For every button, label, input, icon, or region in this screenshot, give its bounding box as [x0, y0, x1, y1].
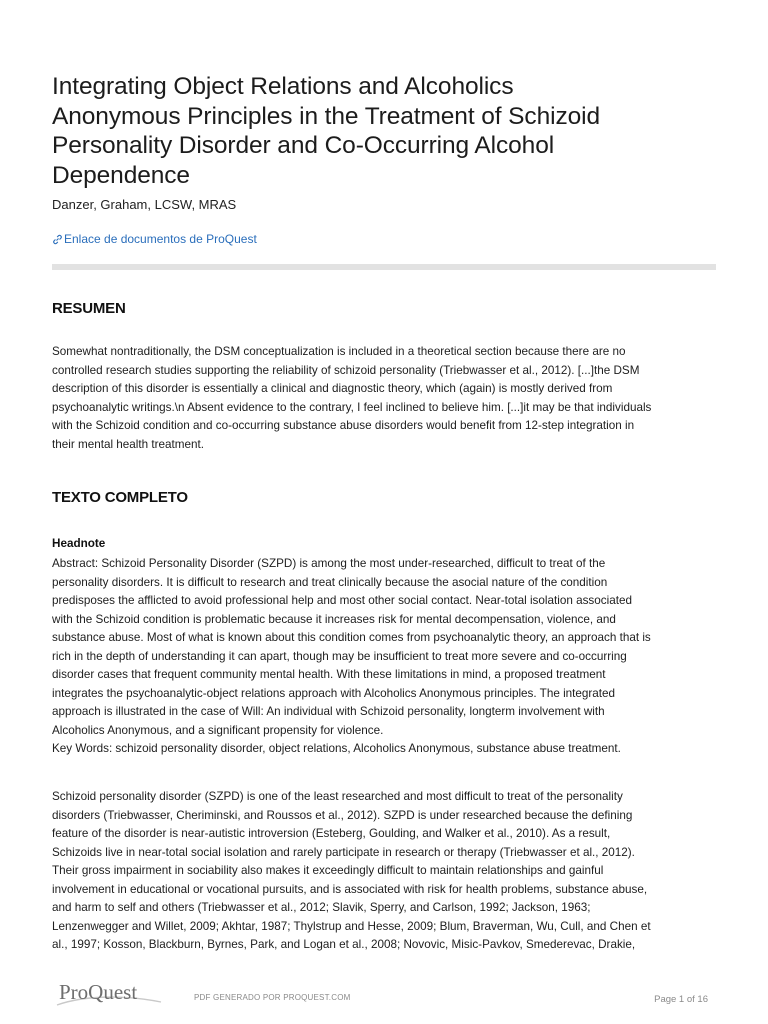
text-line: Alcoholics Anonymous, and a significant propensity for violence. [52, 723, 384, 737]
text-line: Schizoids live in near-total social isolation and rarely participate in research or therapy (Triebwasser et al., 2012). [52, 845, 635, 859]
proquest-document-link[interactable] [52, 232, 716, 246]
text-line: description of this disorder is essentially a clinical and diagnostic theory, which (again) is mostly derived from [52, 382, 613, 395]
link-icon [52, 234, 63, 245]
text-line: Schizoid personality disorder (SZPD) is one of the least researched and most difficult to treat of the personality [52, 790, 623, 803]
text-line: psychoanalytic writings.\n Absent evidence to the contrary, I feel inclined to believe him. [...]it may be that individuals [52, 400, 652, 414]
generated-by-text: PDF GENERADO POR PROQUEST.COM [194, 993, 351, 1002]
headnote-heading: Headnote [52, 537, 106, 550]
text-line: feature of the disorder is near-autistic introversion (Esteberg, Goulding, and Walker et al., 2010). As a result, [52, 827, 611, 840]
text-line: controlled research studies supporting the reliability of schizoid personality (Triebwasser et al., 2012). [...]the DSM [52, 363, 640, 377]
text-line: personality disorders. It is difficult to research and treat clinically because the asocial nature of the condition [52, 575, 608, 589]
text-line: al., 1997; Kosson, Blackburn, Byrnes, Park, and Logan et al., 2008; Novovic, Misic-Pavkov, Smederevac, Drakie, [52, 938, 636, 951]
text-line: Their gross impairment in sociability also makes it exceedingly difficult to maintain relationships and gainful [52, 864, 604, 877]
logo-text: ProQuest [59, 980, 138, 1004]
title-line: Integrating Object Relations and Alcoholics [52, 73, 514, 100]
text-line: disorder cases that frequent community mental health. With these limitations in mind, a proposed treatment [52, 668, 606, 681]
proquest-logo [55, 975, 165, 1015]
text-line: and harm to self and others (Triebwasser et al., 2012; Slavik, Sperry, and Carlson, 1992; Jackson, 1963; [52, 901, 591, 914]
text-line: approach is illustrated in the case of Will: An individual with Schizoid personality, longterm involvement with [52, 705, 605, 718]
text-line: Lenzenwegger and Willet, 2009; Akhtar, 1987; Thylstrup and Hesse, 2009; Blum, Braverman, Wu, Cull, and Chen et [52, 919, 651, 933]
text-line: Somewhat nontraditionally, the DSM conceptualization is included in a theoretical section because there are no [52, 345, 626, 358]
text-line: involvement in educational or vocational pursuits, and is associated with risk for health problems, substance abuse, [52, 882, 648, 896]
body-paragraph [52, 788, 716, 955]
text-line: substance abuse. Most of what is known about this condition comes from psychoanalytic theory, an approach that is [52, 631, 651, 644]
title-line: Anonymous Principles in the Treatment of Schizoid [52, 102, 600, 130]
text-line: disorders (Triebwasser, Cheriminski, and Roussos et al., 2012). SZPD is under researched because the defining [52, 808, 633, 822]
link-label[interactable]: Enlace de documentos de ProQuest [64, 232, 257, 246]
text-line: integrates the psychoanalytic-object relations approach with Alcoholics Anonymous principles. The integrated [52, 686, 616, 700]
document-header [52, 72, 716, 246]
author: Danzer, Graham, LCSW, MRAS [52, 197, 237, 212]
title-line: Personality Disorder and Co-Occurring Alcohol [52, 132, 555, 159]
text-line: Key Words: schizoid personality disorder, object relations, Alcoholics Anonymous, substance abuse treatment. [52, 742, 621, 755]
document-title [52, 72, 716, 190]
texto-completo-heading: TEXTO COMPLETO [52, 489, 188, 506]
title-line: Dependence [52, 161, 190, 189]
header-divider [52, 264, 716, 270]
proquest-logo-mark [55, 975, 165, 1015]
headnote-paragraph [52, 555, 716, 759]
text-line: with the Schizoid condition is problematic because it increases risk for mental decompensation, violence, and [52, 612, 616, 626]
resumen-heading: RESUMEN [52, 300, 126, 317]
page-number: Page 1 of 16 [654, 994, 708, 1005]
text-line: rich in the depth of understanding it can apart, though may be insufficient to treat more severe and co-occurring [52, 649, 627, 663]
page-footer [0, 975, 768, 1024]
text-line: their mental health treatment. [52, 437, 205, 451]
text-line: Abstract: Schizoid Personality Disorder (SZPD) is among the most under-researched, difficult to treat of the [52, 557, 606, 570]
resumen-paragraph [52, 343, 716, 454]
text-line: with the Schizoid condition and co-occurring substance abuse disorders would benefit from 12-step integration in [52, 419, 635, 432]
text-line: predisposes the afflicted to avoid professional help and most other social contact. Near-total isolation associated [52, 594, 632, 607]
